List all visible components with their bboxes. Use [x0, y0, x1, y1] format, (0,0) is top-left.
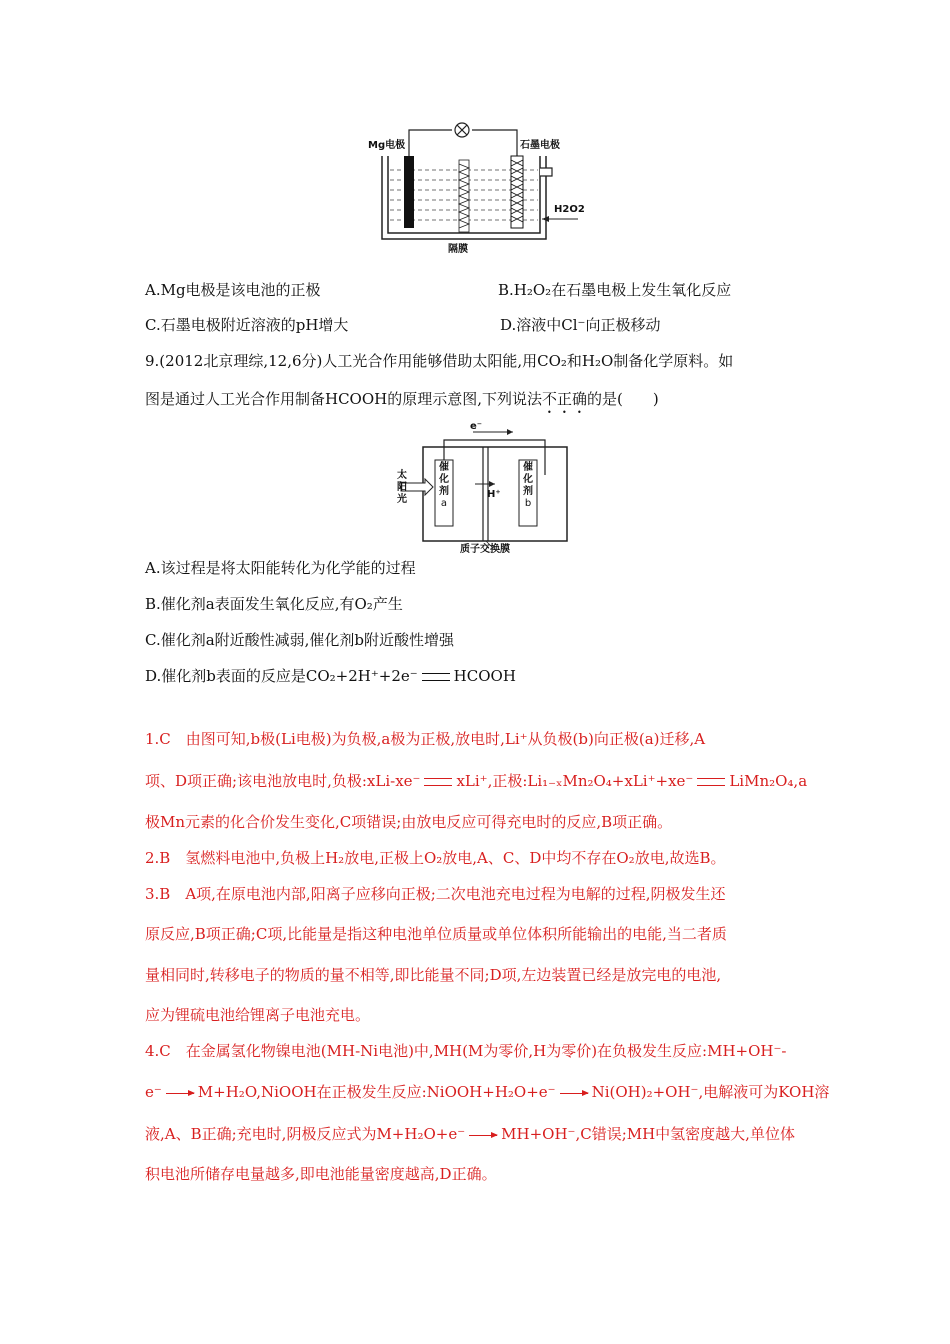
- proton-label: H⁺: [487, 489, 501, 500]
- q9-stem-line2-post: 的是( ): [587, 390, 659, 408]
- answer-3-line4: 应为锂硫电池给锂离子电池充电。: [145, 1006, 371, 1024]
- q9-stem-line1: 9.(2012北京理综,12,6分)人工光合作用能够借助太阳能,用CO₂和H₂O制备化学原料。如: [145, 352, 734, 370]
- membrane-label: 隔膜: [448, 244, 468, 255]
- q9-option-a: A.该过程是将太阳能转化为化学能的过程: [145, 559, 416, 577]
- q9-option-b: B.催化剂a表面发生氧化反应,有O₂产生: [145, 595, 403, 613]
- catalyst-a-label: 催 化 剂 a: [439, 462, 449, 509]
- answer-1-line3: 极Mn元素的化合价发生变化,C项错误;由放电反应可得充电时的反应,B项正确。: [145, 813, 673, 831]
- answer-3-line1: 3.B A项,在原电池内部,阳离子应移向正极;二次电池充电过程为电解的过程,阴极发生还: [145, 885, 726, 903]
- arrow-icon: [560, 1093, 588, 1094]
- equals-sign: [422, 673, 450, 681]
- q8-option-d: D.溶液中Cl⁻向正极移动: [500, 316, 661, 334]
- answer-1-line1: 1.C 由图可知,b极(Li电极)为负极,a极为正极,放电时,Li⁺从负极(b)向正极(a)迁移,A: [145, 730, 706, 748]
- photosynthesis-diagram: [395, 420, 575, 555]
- q9-emphasis: 不正确: [542, 390, 588, 408]
- proton-membrane-label: 质子交换膜: [460, 544, 510, 555]
- q8-option-a: A.Mg电极是该电池的正极: [145, 281, 321, 299]
- answer-3-line2: 原反应,B项正确;C项,比能量是指这种电池单位质量或单位体积所能输出的电能,当二者质: [145, 925, 727, 943]
- q8-option-c: C.石墨电极附近溶液的pH增大: [145, 316, 349, 334]
- answer-4-line1: 4.C 在金属氢化物镍电池(MH-Ni电池)中,MH(M为零价,H为零价)在负极发生反应:MH+OH⁻-: [145, 1042, 787, 1060]
- q8-option-b: B.H₂O₂在石墨电极上发生氧化反应: [498, 281, 732, 299]
- electron-label: e⁻: [470, 421, 483, 432]
- q9-stem-line2: [145, 389, 659, 417]
- answer-4-line4: 积电池所储存电量越多,即电池能量密度越高,D正确。: [145, 1165, 497, 1183]
- answer-4-line3: 液,A、B正确;充电时,阴极反应式为M+H₂O+e⁻ MH+OH⁻,C错误;MH中氢密度越大,单位体: [145, 1125, 795, 1143]
- h2o2-label: H2O2: [554, 204, 585, 215]
- catalyst-b-label: 催 化 剂 b: [523, 462, 533, 509]
- graphite-electrode-label: 石墨电极: [520, 140, 560, 151]
- mg-electrode-label: Mg电极: [368, 140, 406, 151]
- arrow-icon: [469, 1135, 497, 1136]
- answer-3-line3: 量相同时,转移电子的物质的量不相等,即比能量不同;D项,左边装置已经是放完电的电池,: [145, 966, 722, 984]
- equals-sign: [424, 778, 452, 786]
- answer-1-line2: 项、D项正确;该电池放电时,负极:xLi-xe⁻ xLi⁺,正极:Li₁₋ₓMn₂O₄+xLi⁺+xe⁻ LiMn₂O₄,a: [145, 772, 808, 790]
- sunlight-label: 太 阳 光: [397, 470, 407, 505]
- q9-option-d: D.催化剂b表面的反应是CO₂+2H⁺+2e⁻ HCOOH: [145, 667, 516, 685]
- q9-stem-line2-pre: 图是通过人工光合作用制备HCOOH的原理示意图,下列说法: [145, 390, 543, 408]
- q9-option-c: C.催化剂a附近酸性减弱,催化剂b附近酸性增强: [145, 631, 455, 649]
- arrow-icon: [166, 1093, 194, 1094]
- equals-sign: [697, 778, 725, 786]
- answer-4-line2: e⁻ M+H₂O,NiOOH在正极发生反应:NiOOH+H₂O+e⁻ Ni(OH)₂+OH⁻,电解液可为KOH溶: [145, 1083, 830, 1101]
- answer-2: 2.B 氢燃料电池中,负极上H₂放电,正极上O₂放电,A、C、D中均不存在O₂放电,故选B。: [145, 849, 726, 867]
